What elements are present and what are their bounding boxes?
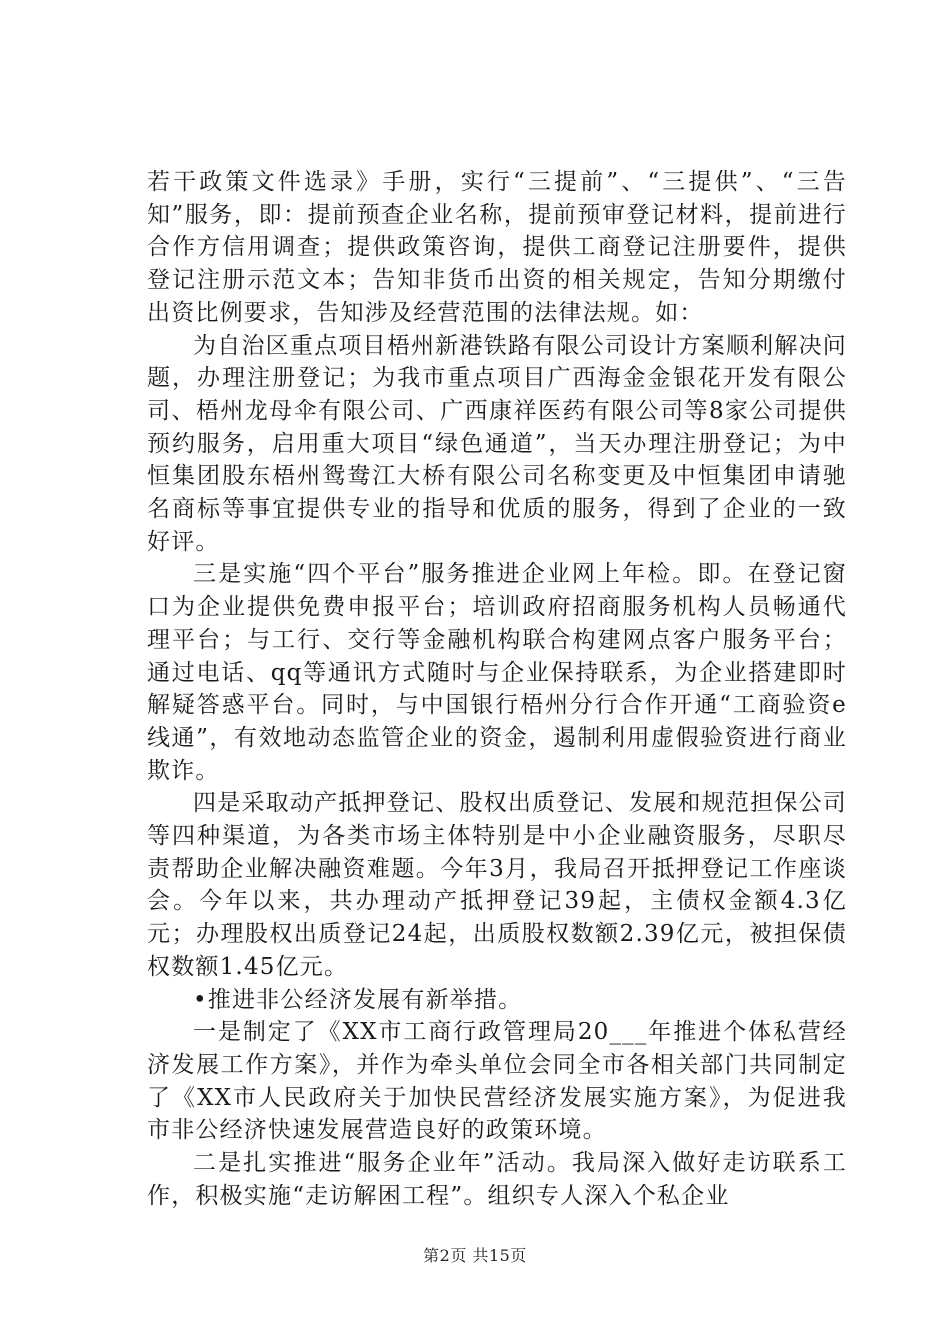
page-number-footer: 第2页 共15页	[423, 1246, 527, 1265]
paragraph: 一是制定了《XX市工商行政管理局20___年推进个体私营经济发展工作方案》，并作为牵头单位会同全市各相关部门共同制定了《XX市人民政府关于加快民营经济发展实施方案》，为促进我市非公经济快速发展营造良好的政策环境。	[147, 1019, 847, 1144]
paragraph: 为自治区重点项目梧州新港铁路有限公司设计方案顺利解决问题，办理注册登记；为我市重点项目广西海金金银花开发有限公司、梧州龙母伞有限公司、广西康祥医药有限公司等8家公司提供预约服务，启用重大项目“绿色通道”，当天办理注册登记；为中恒集团股东梧州鸳鸯江大桥有限公司名称变更及中恒集团申请驰名商标等事宜提供专业的指导和优质的服务，得到了企业的一致好评。	[147, 332, 847, 555]
section-heading: •推进非公经济发展有新举措。	[193, 986, 523, 1013]
paragraph: 四是采取动产抵押登记、股权出质登记、发展和规范担保公司等四种渠道，为各类市场主体特别是中小企业融资服务，尽职尽责帮助企业解决融资难题。今年3月，我局召开抵押登记工作座谈会。今年以来，共办理动产抵押登记39起，主债权金额4.3亿元；办理股权出质登记24起，出质股权数额2.39亿元，被担保债权数额1.45亿元。	[147, 790, 847, 980]
paragraph: 二是扎实推进“服务企业年”活动。我局深入做好走访联系工作，积极实施“走访解困工程”。组织专人深入个私企业	[147, 1150, 847, 1209]
paragraph: 若干政策文件选录》手册，实行“三提前”、“三提供”、“三告知”服务，即：提前预查企业名称，提前预审登记材料，提前进行合作方信用调查；提供政策咨询，提供工商登记注册要件，提供登记注册示范文本；告知非货币出资的相关规定，告知分期缴付出资比例要求，告知涉及经营范围的法律法规。如：	[147, 169, 847, 326]
paragraph: 三是实施“四个平台”服务推进企业网上年检。即。在登记窗口为企业提供免费申报平台；培训政府招商服务机构人员畅通代理平台；与工行、交行等金融机构联合构建网点客户服务平台；通过电话、qq等通讯方式随时与企业保持联系，为企业搭建即时解疑答惑平台。同时，与中国银行梧州分行合作开通“工商验资e线通”，有效地动态监管企业的资金，遏制利用虚假验资进行商业欺诈。	[147, 561, 847, 784]
document-body	[147, 166, 847, 1213]
